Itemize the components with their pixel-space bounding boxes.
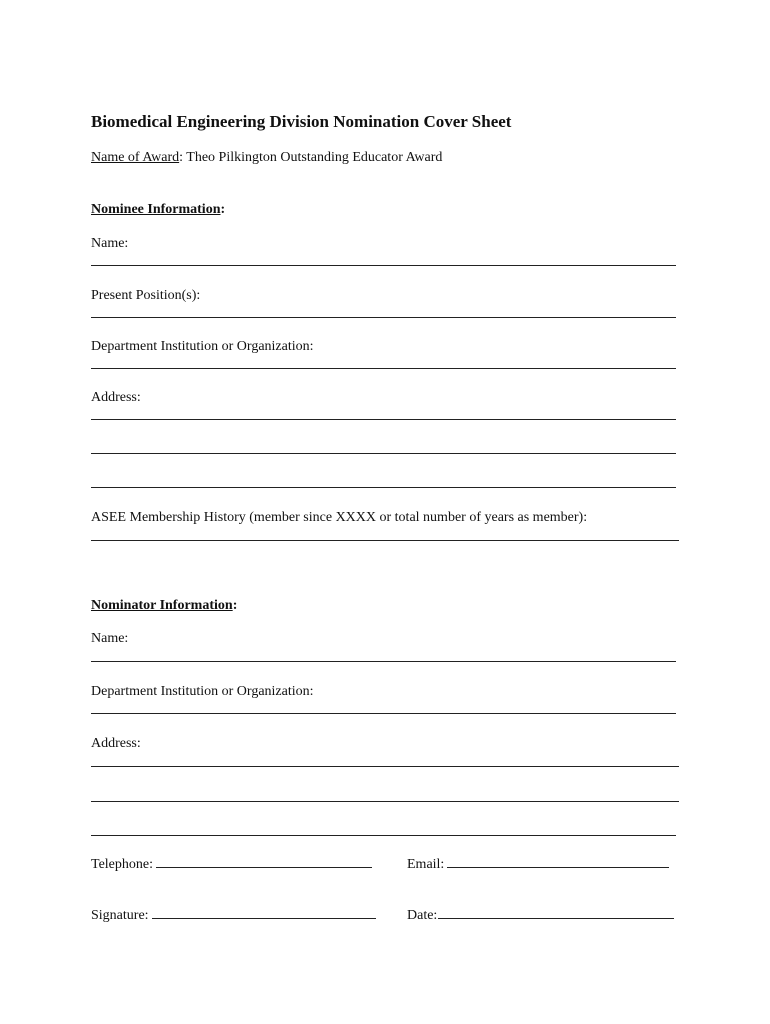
nominee-department-label: Department Institution or Organization: — [91, 339, 314, 354]
telephone-row — [91, 855, 372, 874]
nominee-address-field-3[interactable] — [91, 487, 676, 488]
nominator-heading-colon: : — [232, 598, 238, 613]
award-label: Name of Award — [91, 150, 180, 165]
nominator-name-field[interactable] — [91, 661, 676, 662]
nominator-heading-text: Nominator Information — [91, 598, 233, 613]
telephone-label: Telephone: — [91, 857, 153, 872]
nominee-position-label: Present Position(s): — [91, 288, 201, 303]
nominator-address-field-3[interactable] — [91, 835, 676, 836]
nominator-department-field[interactable] — [91, 713, 676, 714]
nominee-heading — [91, 201, 225, 219]
date-field[interactable] — [438, 906, 674, 919]
telephone-field[interactable] — [156, 855, 372, 868]
award-colon: : — [179, 150, 184, 165]
nominee-heading-text: Nominee Information — [91, 202, 221, 217]
nominee-name-field[interactable] — [91, 265, 676, 266]
award-line — [91, 149, 442, 167]
nominee-position-field[interactable] — [91, 317, 676, 318]
nominee-department-field[interactable] — [91, 368, 676, 369]
nominator-department-label: Department Institution or Organization: — [91, 684, 314, 699]
nominee-membership-field[interactable] — [91, 540, 679, 541]
email-label: Email: — [407, 857, 445, 872]
nominee-name-label: Name: — [91, 236, 129, 251]
nominator-address-label: Address: — [91, 736, 141, 751]
date-label: Date: — [407, 908, 438, 923]
email-field[interactable] — [447, 855, 669, 868]
nominator-address-field-1[interactable] — [91, 766, 679, 767]
nominator-heading — [91, 597, 237, 615]
award-value: Theo Pilkington Outstanding Educator Award — [183, 150, 443, 165]
nominee-address-field-1[interactable] — [91, 419, 676, 420]
signature-label: Signature: — [91, 908, 149, 923]
nominator-address-field-2[interactable] — [91, 801, 679, 802]
nominator-name-label: Name: — [91, 631, 129, 646]
nominee-address-field-2[interactable] — [91, 453, 676, 454]
email-row — [407, 855, 669, 874]
date-row — [407, 906, 674, 925]
nominee-membership-label: ASEE Membership History (member since XXXX or total number of years as member): — [91, 510, 588, 525]
signature-field[interactable] — [152, 906, 376, 919]
nominee-heading-colon: : — [220, 202, 226, 217]
nominee-address-label: Address: — [91, 390, 141, 405]
page-title: Biomedical Engineering Division Nomination Cover Sheet — [91, 112, 512, 131]
signature-row — [91, 906, 376, 925]
